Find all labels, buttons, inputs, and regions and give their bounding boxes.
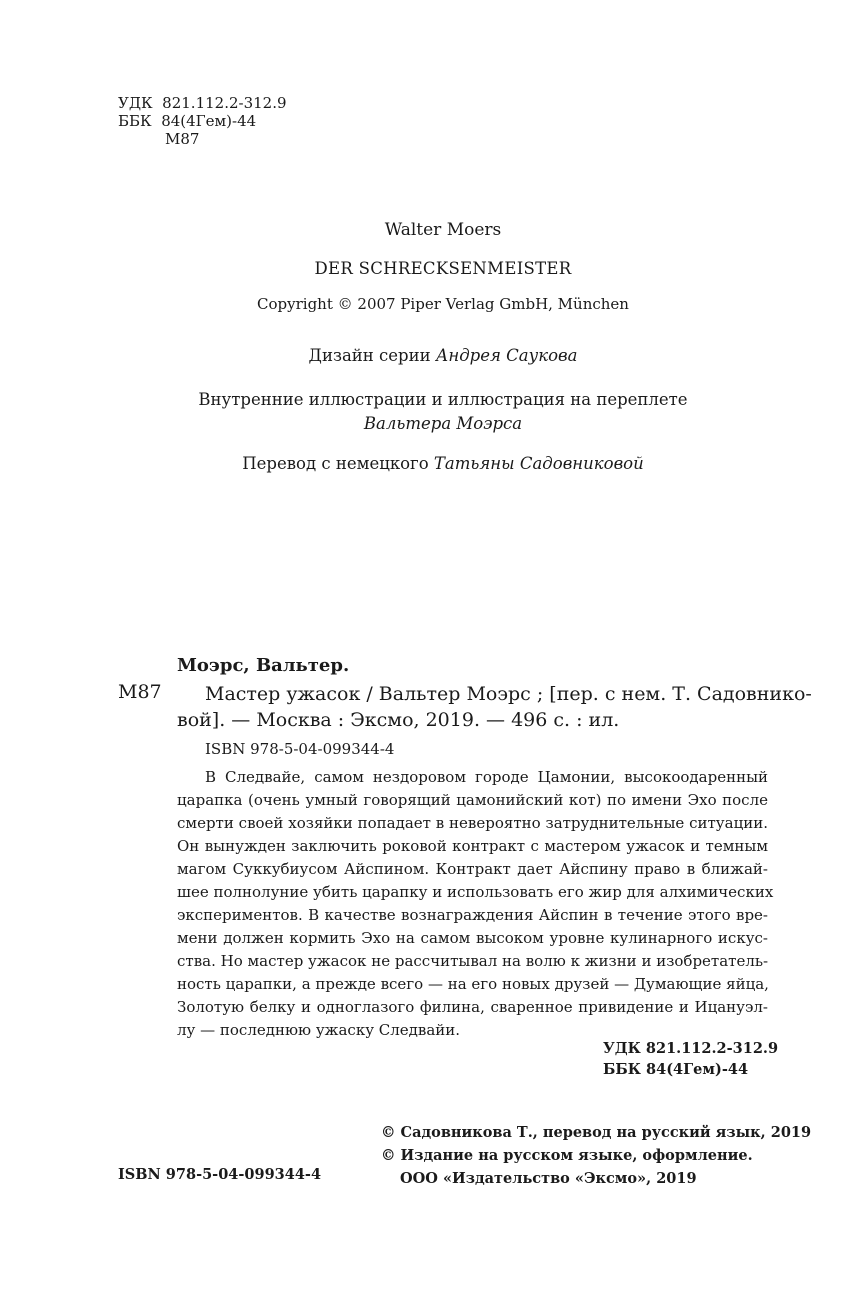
footer-copyright [381, 1121, 811, 1190]
annotation-line: экспериментов. В качестве вознаграждения Айспин в течение этого вре- [177, 906, 768, 924]
copyright-line: © Издание на русском языке, оформление. [381, 1147, 753, 1164]
footer-isbn: ISBN 978-5-04-099344-4 [118, 1166, 322, 1183]
original-author: Walter Moers [384, 220, 502, 240]
footer-udk: УДК 821.112.2-312.9 [603, 1040, 779, 1057]
classification-block [118, 94, 287, 148]
annotation-line: мени должен кормить Эхо на самом высоком уровне кулинарного искус- [177, 929, 768, 947]
copyright-line: ООО «Издательство «Эксмо», 2019 [400, 1170, 697, 1187]
design-credit-prefix: Дизайн серии [308, 346, 431, 365]
translation-credit [0, 454, 845, 473]
annotation-line: Золотую белку и одноглазого филина, сваренное привидение и Ицануэл- [177, 998, 768, 1016]
illustrations-credit-prefix: Внутренние иллюстрации и иллюстрация на переплете [198, 390, 688, 409]
author-code: М87 [118, 681, 162, 703]
original-title: DER SCHRECKSENMEISTER [314, 259, 572, 278]
copyright-line: © Садовникова Т., перевод на русский язык, 2019 [381, 1124, 812, 1141]
bbk-code: ББК 84(4Гем)-44 [118, 112, 257, 130]
isbn-in-record: ISBN 978-5-04-099344-4 [205, 740, 395, 758]
annotation-line: ства. Но мастер ужасок не рассчитывал на волю к жизни и изобретатель- [177, 952, 769, 970]
author-sign: М87 [165, 130, 200, 148]
illustrations-credit [0, 388, 845, 436]
annotation-line: Он вынужден заключить роковой контракт с мастером ужасок и темным [177, 837, 768, 855]
annotation-line: ность царапки, а прежде всего — на его новых друзей — Думающие яйца, [177, 975, 769, 993]
annotation [177, 766, 774, 1042]
author-heading: Моэрс, Вальтер. [177, 655, 350, 676]
annotation-line: царапка (очень умный говорящий цамонийский кот) по имени Эхо после [177, 791, 768, 809]
design-credit [0, 346, 845, 365]
description-line: Мастер ужасок / Вальтер Моэрс ; [пер. с нем. Т. Садовнико- [205, 683, 812, 705]
design-credit-name: Андрея Саукова [435, 346, 578, 365]
footer-bbk: ББК 84(4Гем)-44 [603, 1061, 749, 1078]
annotation-line: магом Суккубиусом Айспином. Контракт дает Айспину право в ближай- [177, 860, 768, 878]
annotation-line: В Следвайе, самом нездоровом городе Цамонии, высокоодаренный [205, 768, 768, 786]
translation-credit-prefix: Перевод с немецкого [242, 454, 429, 473]
translation-credit-name: Татьяны Садовниковой [433, 454, 644, 473]
annotation-line: лу — последнюю ужаску Следвайи. [177, 1021, 461, 1039]
annotation-line: смерти своей хозяйки попадает в невероятно затруднительные ситуации. [177, 814, 768, 832]
footer-classification [603, 1038, 778, 1080]
description-line: вой]. — Москва : Эксмо, 2019. — 496 с. : ил. [177, 709, 620, 731]
udk-code: УДК 821.112.2-312.9 [118, 94, 287, 112]
original-copyright: Copyright © 2007 Piper Verlag GmbH, München [257, 295, 629, 313]
illustrations-credit-name: Вальтера Моэрса [363, 414, 523, 433]
bibliographic-description [177, 681, 812, 733]
annotation-line: шее полнолуние убить царапку и использовать его жир для алхимических [177, 883, 774, 901]
